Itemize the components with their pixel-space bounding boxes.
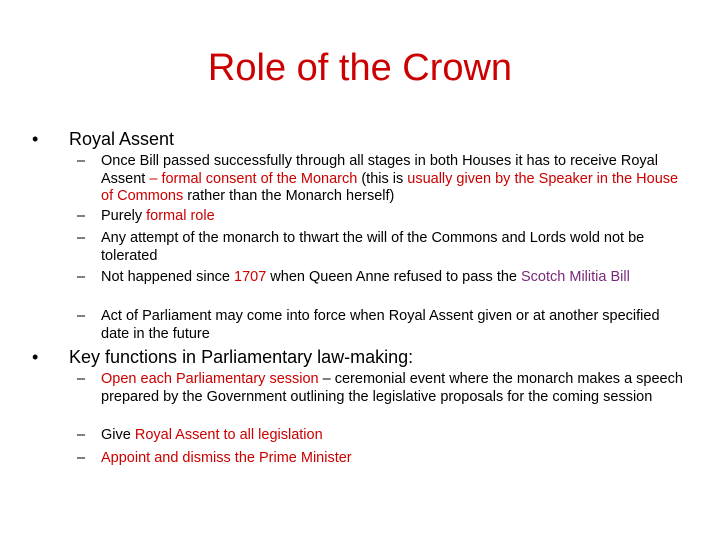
speaker-text: usually given by the Speaker in the House of Commons — [101, 170, 679, 204]
item-text: – ceremonial event where the monarch makes a speech prepared by the Government outlining the legislative proposals for the coming session — [101, 371, 683, 405]
royal-assent-item-3 — [77, 230, 687, 265]
item-text: Act of Parliament may come into force when Royal Assent given or at another specified date in the future — [101, 308, 660, 342]
bullet-dot-icon: • — [32, 347, 39, 367]
formal-role-text: formal role — [146, 208, 215, 224]
year-text: 1707 — [234, 269, 267, 285]
item-text: Once Bill passed successfully through all stages in both Houses it has to receive Royal Assent — [101, 153, 658, 187]
item-text: Give — [101, 427, 135, 443]
slide-title: Role of the Crown — [207, 47, 513, 89]
royal-assent-item-2 — [77, 208, 687, 226]
item-text: Any attempt of the monarch to thwart the will of the Commons and Lords wold not be tolerated — [101, 230, 645, 264]
item-text: when Queen Anne refused to pass the — [266, 269, 522, 285]
royal-assent-heading: Royal Assent — [69, 129, 175, 149]
dash-icon: – — [77, 308, 86, 324]
key-functions-item-1 — [77, 371, 687, 406]
royal-assent-item-4 — [77, 269, 687, 287]
royal-assent-item-1 — [77, 153, 687, 206]
bullet-dot-icon: • — [32, 129, 39, 149]
dash-icon: – — [77, 230, 86, 246]
appoint-pm-text: Appoint and dismiss the Prime Minister — [101, 450, 352, 466]
dash-icon: – — [77, 427, 86, 443]
dash-icon: – — [77, 371, 86, 387]
key-functions-heading: Key functions in Parliamentary law-making: — [69, 347, 414, 367]
dash-icon: – — [77, 153, 86, 169]
dash-icon: – — [77, 269, 86, 285]
scotch-militia-bill-text: Scotch Militia Bill — [521, 269, 630, 285]
open-session-text: Open each Parliamentary session — [101, 371, 319, 387]
royal-assent-legislation-text: Royal Assent to all legislation — [134, 427, 323, 443]
item-text: rather than the Monarch herself) — [183, 188, 395, 204]
key-functions-item-3 — [77, 450, 687, 468]
item-text: Not happened since — [101, 269, 235, 285]
formal-consent-text: – formal consent of the Monarch — [149, 170, 358, 187]
item-text: (this is — [357, 170, 408, 187]
item-text: Purely — [101, 208, 147, 224]
dash-icon: – — [77, 208, 86, 224]
dash-icon: – — [77, 450, 86, 466]
key-functions-item-2 — [77, 427, 687, 445]
royal-assent-item-5 — [77, 308, 687, 343]
